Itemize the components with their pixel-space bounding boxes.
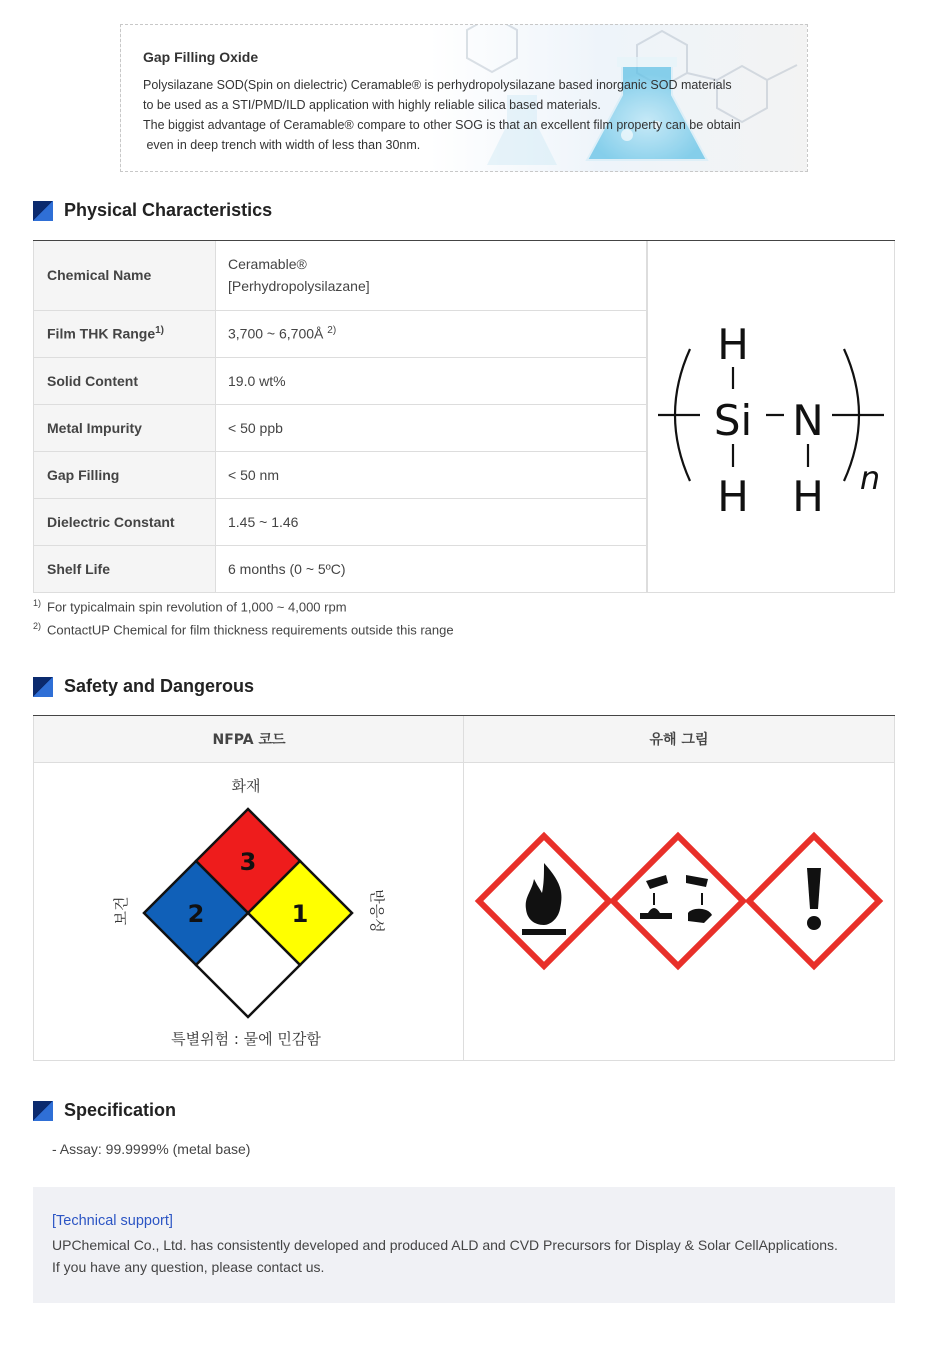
section-square-icon bbox=[33, 201, 53, 221]
row-label: Shelf Life bbox=[34, 545, 216, 592]
banner-description bbox=[143, 75, 803, 155]
structure-subscript: n bbox=[859, 459, 881, 497]
assay-text: - Assay: 99.9999% (metal base) bbox=[52, 1141, 251, 1157]
nfpa-special-label: 특별위험 : 물에 민감함 bbox=[171, 1030, 321, 1048]
hazard-header: 유해 그림 bbox=[463, 716, 895, 763]
physical-table bbox=[33, 240, 895, 594]
value-line: Ceramable® bbox=[228, 256, 307, 273]
physical-heading bbox=[33, 200, 272, 221]
row-label bbox=[34, 310, 216, 357]
safety-heading bbox=[33, 676, 254, 697]
footnote-text: For typicalmain spin revolution of 1,000 ~ 4,000 rpm bbox=[47, 599, 347, 615]
table-row bbox=[34, 310, 647, 357]
intro-banner bbox=[120, 24, 808, 172]
section-square-icon bbox=[33, 677, 53, 697]
row-label: Dielectric Constant bbox=[34, 498, 216, 545]
specification-heading bbox=[33, 1100, 176, 1121]
structure-n: N bbox=[792, 396, 824, 445]
nfpa-reactivity-label: 반응성 bbox=[368, 889, 386, 933]
nfpa-fire-label: 화재 bbox=[231, 777, 261, 795]
table-row bbox=[34, 498, 647, 545]
row-value: 1.45 ~ 1.46 bbox=[216, 498, 647, 545]
row-value: 19.0 wt% bbox=[216, 357, 647, 404]
ghs-pictograms bbox=[464, 763, 894, 1059]
section-title: Specification bbox=[64, 1100, 177, 1120]
row-value: < 50 ppb bbox=[216, 404, 647, 451]
row-value: 6 months (0 ~ 5ºC) bbox=[216, 545, 647, 592]
section-title: Safety and Dangerous bbox=[64, 676, 255, 696]
section-title: Physical Characteristics bbox=[64, 200, 273, 220]
nfpa-fire-value: 3 bbox=[239, 848, 257, 876]
table-row bbox=[34, 241, 647, 310]
support-line: UPChemical Co., Ltd. has consistently developed and produced ALD and CVD Precursors for Display & Solar CellApplications. bbox=[52, 1237, 838, 1253]
nfpa-health-value: 2 bbox=[187, 900, 205, 928]
table-row bbox=[34, 357, 647, 404]
structure-bottom-h1: H bbox=[717, 472, 749, 521]
nfpa-header: NFPA 코드 bbox=[33, 716, 464, 763]
nfpa-diamond bbox=[34, 763, 463, 1059]
row-value bbox=[216, 241, 647, 310]
safety-table bbox=[33, 715, 895, 1062]
table-row bbox=[34, 451, 647, 498]
structure-si: Si bbox=[713, 396, 753, 445]
exclamation-icon bbox=[749, 836, 879, 966]
footnote-mark: 1) bbox=[33, 598, 42, 608]
hazard-pictogram-cell bbox=[463, 763, 895, 1061]
row-label: Chemical Name bbox=[34, 241, 216, 310]
label-text: Film THK Range bbox=[47, 325, 156, 342]
banner-line: to be used as a STI/PMD/ILD application with highly reliable silica based materials. bbox=[143, 98, 601, 112]
footnote bbox=[33, 598, 347, 614]
row-value: < 50 nm bbox=[216, 451, 647, 498]
value-line: [Perhydropolysilazane] bbox=[228, 278, 370, 295]
banner-line: The biggist advantage of Ceramable® compare to other SOG is that an excellent film property can be obtain bbox=[143, 118, 741, 132]
corrosion-icon bbox=[613, 836, 743, 966]
structure-top-h: H bbox=[717, 320, 749, 369]
footnote-mark: 2) bbox=[33, 621, 42, 631]
value-text: 3,700 ~ 6,700Å bbox=[228, 325, 324, 342]
structure-bottom-h2: H bbox=[792, 472, 824, 521]
flame-icon bbox=[479, 836, 609, 966]
nfpa-reactivity-value: 1 bbox=[291, 900, 309, 928]
technical-support-box bbox=[33, 1187, 895, 1303]
structure-cell bbox=[647, 241, 895, 593]
table-row bbox=[34, 404, 647, 451]
section-square-icon bbox=[33, 1101, 53, 1121]
banner-line: even in deep trench with width of less than 30nm. bbox=[143, 138, 421, 152]
footnote-mark: 1) bbox=[155, 325, 165, 337]
table-row bbox=[34, 545, 647, 592]
row-label: Solid Content bbox=[34, 357, 216, 404]
banner-line: Polysilazane SOD(Spin on dielectric) Ceramable® is perhydropolysilazane based inorganic SOD materials bbox=[143, 78, 732, 92]
banner-title: Gap Filling Oxide bbox=[143, 49, 259, 65]
polysilazane-structure-diagram bbox=[648, 241, 894, 593]
support-line: If you have any question, please contact us. bbox=[52, 1259, 325, 1275]
row-value bbox=[216, 310, 647, 357]
row-label: Metal Impurity bbox=[34, 404, 216, 451]
nfpa-cell bbox=[33, 763, 464, 1061]
row-label: Gap Filling bbox=[34, 451, 216, 498]
support-title: [Technical support] bbox=[52, 1213, 173, 1229]
footnote bbox=[33, 621, 454, 637]
nfpa-health-label: 보건 bbox=[112, 896, 130, 926]
footnote-text: ContactUP Chemical for film thickness requirements outside this range bbox=[47, 622, 454, 638]
footnote-mark: 2) bbox=[327, 325, 337, 337]
